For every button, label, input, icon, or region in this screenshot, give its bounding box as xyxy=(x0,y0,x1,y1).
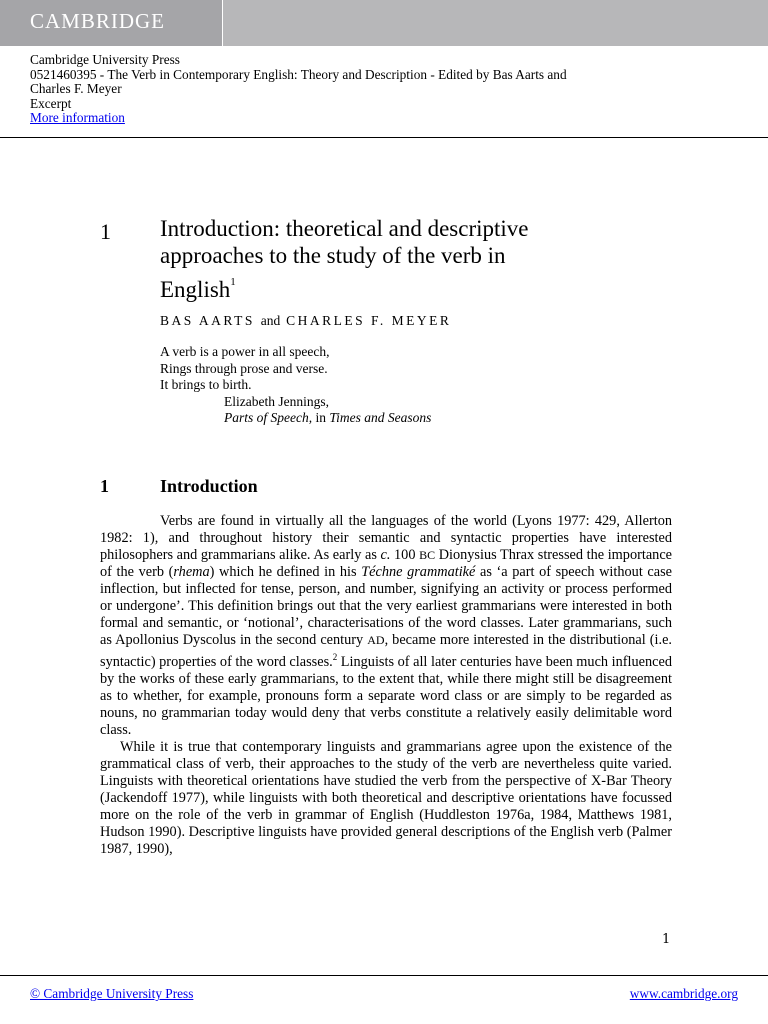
p1-text-e: ) which he defined in his xyxy=(209,564,362,580)
publisher-name: Cambridge University Press xyxy=(30,52,180,67)
page-number: 1 xyxy=(662,932,671,947)
epigraph xyxy=(160,344,431,427)
book-info-line-2: Charles F. Meyer xyxy=(30,81,122,96)
epigraph-line-1: A verb is a power in all speech, xyxy=(160,344,330,359)
p1-text-g: , became more interested in the distributional (i.e. syntactic) properties of the word classes. xyxy=(100,632,672,670)
epigraph-source-in: in xyxy=(312,410,330,425)
paragraph-2: While it is true that contemporary linguists and grammarians agree upon the existence of the grammatical class of verb, their approaches to the study of the verb are nevertheless quite varied. Linguists with theoretical orientations have studied the verb from the perspective of X-Bar Theory (Jackendoff 1977), while linguists with both theoretical and descriptive orientations have focussed more on the role of the verb in grammar of English (Huddleston 1976a, 1984, Matthews 1981, Hudson 1990). Descriptive linguists have provided general descriptions of the English verb (Palmer 1987, 1990), xyxy=(100,739,672,857)
paragraph-1 xyxy=(100,513,672,739)
body-text xyxy=(100,513,672,858)
author-conjunction: and xyxy=(260,313,281,328)
book-metadata xyxy=(30,53,567,126)
header-divider xyxy=(0,137,768,138)
chapter-title xyxy=(160,215,680,303)
epigraph-source xyxy=(160,410,431,427)
chapter-authors xyxy=(160,313,451,329)
copyright-link[interactable]: © Cambridge University Press xyxy=(30,986,194,1001)
section-title: Introduction xyxy=(160,476,258,496)
excerpt-label: Excerpt xyxy=(30,95,72,111)
more-information-link[interactable]: More information xyxy=(30,110,125,125)
chapter-number: 1 xyxy=(100,219,111,244)
p1-circa: c. xyxy=(380,547,391,563)
chapter-footnote-marker: 1 xyxy=(230,276,236,288)
p1-footnote-marker: 2 xyxy=(332,652,338,662)
chapter-title-line-2: approaches to the study of the verb in xyxy=(160,243,506,268)
p1-text-d: Dionysius Thrax stressed the importance of the verb ( xyxy=(100,547,673,580)
p1-rhema: rhema xyxy=(173,564,210,580)
p1-techne: Téchne grammatiké xyxy=(361,564,476,580)
footer-divider xyxy=(0,975,768,976)
author-1: BAS AARTS xyxy=(160,313,255,328)
p1-bc: BC xyxy=(419,548,436,562)
website-link[interactable]: www.cambridge.org xyxy=(629,986,738,1001)
book-info-line-1: 0521460395 - The Verb in Contemporary English: Theory and Description - Edited by Bas Aarts and xyxy=(30,66,567,82)
epigraph-source-collection: Times and Seasons xyxy=(329,410,432,425)
logo-box xyxy=(0,0,223,46)
p1-text-a: Verbs are found in virtually all the languages of the world (Lyons 1977: 429, Allerton 1982: 1), and throughout history their semantic and syntactic properties have interested philosophers and grammarians alike. As early as xyxy=(100,513,672,563)
epigraph-line-3: It brings to birth. xyxy=(160,377,252,392)
chapter-title-line-1: Introduction: theoretical and descriptive xyxy=(160,216,529,241)
chapter-title-line-3: English xyxy=(160,277,231,302)
p1-text-b: 100 xyxy=(390,547,420,563)
epigraph-source-title: Parts of Speech, xyxy=(224,410,313,425)
author-2: CHARLES F. MEYER xyxy=(286,313,452,328)
p1-text-h: Linguists of all later centuries have been much influenced by the works of these early grammarians, to the extent that, while there might still be disagreement as to whether, for example, pronouns form a separate word class or are simply to be regarded as nouns, no grammarian today would deny that verbs constitute a relatively easily delimitable word class. xyxy=(100,654,672,738)
cambridge-logo: CAMBRIDGE xyxy=(30,9,166,33)
epigraph-author: Elizabeth Jennings, xyxy=(224,393,329,409)
p1-ad: AD xyxy=(367,633,385,647)
p1-text-f: as ‘a part of speech without case inflection, but inflected for tense, person, and number, signifying an activity or process performed or undergone’. This definition brings out that the very earliest grammarians were interested in both formal and semantic, or ‘notional’, characterisations of the word classes. Later grammarians, such as Apollonius Dyscolus in the second century xyxy=(100,564,672,648)
section-number: 1 xyxy=(100,476,109,496)
top-banner xyxy=(0,0,768,46)
epigraph-line-2: Rings through prose and verse. xyxy=(160,360,328,376)
